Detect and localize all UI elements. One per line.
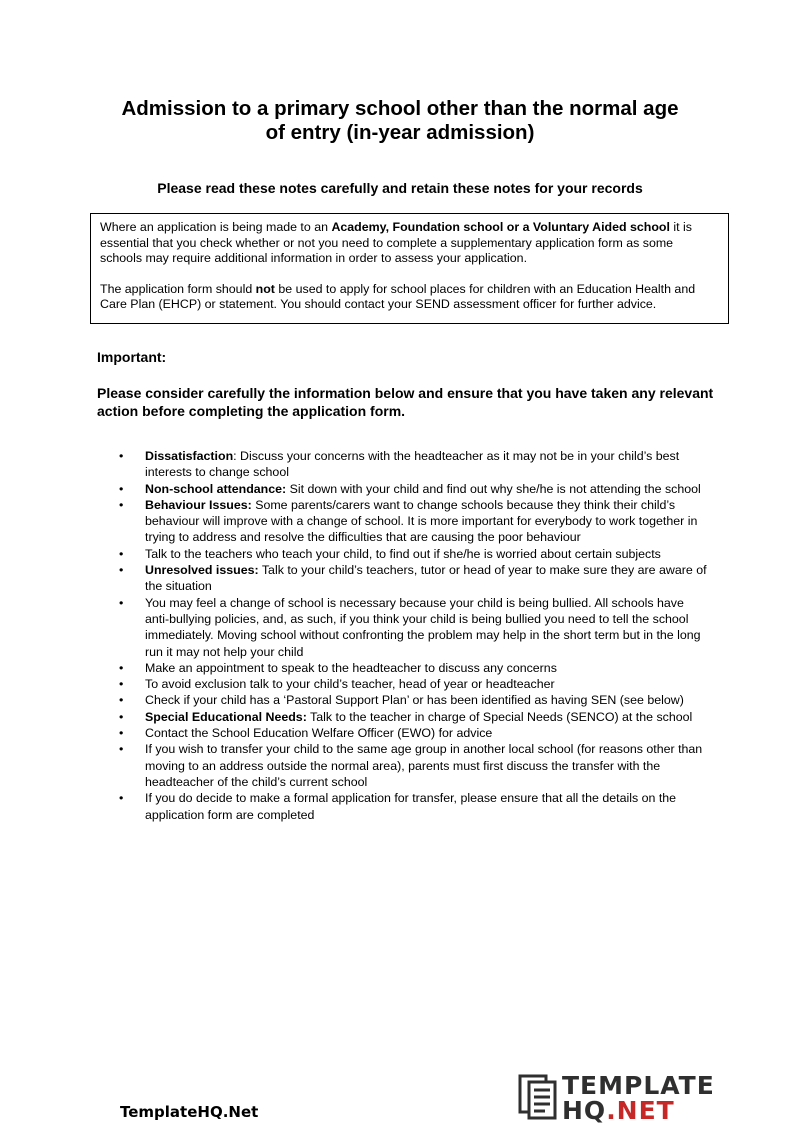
advice-list-item [119,692,710,708]
bullet-icon: • [119,709,124,724]
advice-list-item [119,660,710,676]
bullet-icon: • [119,693,124,708]
bullet-icon: • [119,481,124,496]
advice-item-label: Special Educational Needs: [145,709,307,724]
advice-list-item [119,497,710,546]
notice-paragraph-2: The application form should not be used to apply for school places for children with an Education Health and Care Plan (EHCP) or statement. You should contact your SEND assessment officer for further advice. [100,281,696,311]
bullet-icon: • [119,595,124,610]
advice-list-item [119,481,710,497]
advice-item-label: Non-school attendance: [145,481,287,496]
advice-item-label: Unresolved issues: [145,563,259,578]
advice-list-item [119,595,710,660]
advice-list-item [119,676,710,692]
advice-list-item [119,725,710,741]
advice-item-text: To avoid exclusion talk to your child’s teacher, head of year or headteacher [145,677,555,692]
templatehq-logo [562,1073,715,1123]
bullet-icon: • [119,449,124,463]
title-line-2: of entry (in-year admission) [265,121,535,144]
logo-net: .NET [606,1096,675,1125]
page-subtitle: Please read these notes carefully and retain these notes for your records [157,180,643,196]
advice-item-text: Talk to your child’s teachers, tutor or head of year to make sure they are aware of the situation [145,563,707,594]
bullet-icon: • [119,742,124,757]
title-line-1: Admission to a primary school other than the normal age [121,97,679,120]
document-logo-icon [518,1073,558,1121]
advice-list-item [119,562,710,595]
important-heading: Important: [97,349,167,365]
footer-site-name: TemplateHQ.Net [120,1103,259,1121]
logo-line-1: TEMPLATE [562,1071,715,1100]
bullet-icon: • [119,563,124,578]
bullet-icon: • [119,791,124,806]
advice-item-text: If you do decide to make a formal application for transfer, please ensure that all the details on the application form are completed [145,791,677,822]
advice-item-label: Behaviour Issues: [145,497,252,512]
advice-item-text: Make an appointment to speak to the headteacher to discuss any concerns [145,660,557,675]
advice-item-text: Talk to the teachers who teach your child, to find out if she/he is worried about certain subjects [145,546,661,561]
advice-list-item [119,709,710,725]
advice-item-label: Dissatisfaction [145,449,234,463]
advice-list-item [119,790,710,823]
advice-item-text: Check if your child has a ‘Pastoral Support Plan’ or has been identified as having SEN (see below) [145,693,684,708]
bullet-icon: • [119,546,124,561]
advice-item-text: Talk to the teacher in charge of Special Needs (SENCO) at the school [306,709,693,724]
advice-item-text: : Discuss your concerns with the headteacher as it may not be in your child’s best interests to change school [145,449,680,480]
advice-item-text: Some parents/carers want to change schools because they think their child’s behaviour will improve with a change of school. It is more important for everybody to work together in trying to address and resolve the difficulties that are causing the poor behaviour [145,497,698,545]
advice-item-text: If you wish to transfer your child to the same age group in another local school (for reasons other than moving to an address outside the normal area), parents must first discuss the transfer with the headteacher of the child’s current school [145,742,703,789]
bullet-icon: • [119,497,124,512]
page-title [60,97,740,145]
notice-box [90,213,729,324]
bullet-icon: • [119,660,124,675]
advice-list-item [119,546,710,562]
advice-item-text: Contact the School Education Welfare Officer (EWO) for advice [145,726,493,741]
important-instructions: Please consider carefully the information below and ensure that you have taken any relevant action before completing the application form. [97,385,714,419]
bullet-icon: • [119,726,124,741]
advice-list [119,448,710,823]
notice-paragraph-1: Where an application is being made to an Academy, Foundation school or a Voluntary Aided school it is essential that you check whether or not you need to complete a supplementary application form as some schools may require additional information in order to assess your application. [100,220,692,265]
advice-list-item [119,741,710,790]
advice-item-text: Sit down with your child and find out why she/he is not attending the school [286,481,701,496]
logo-hq: HQ [562,1096,607,1125]
advice-list-item [119,448,710,481]
logo-line-2 [562,1098,715,1123]
advice-item-text: You may feel a change of school is necessary because your child is being bullied. All schools have anti-bullying policies, and, as such, if you think your child is being bullied you need to tell the school immediately. Moving school without confronting the problem may help in the short term but in the long run it may not help your child [145,595,701,659]
bullet-icon: • [119,677,124,692]
